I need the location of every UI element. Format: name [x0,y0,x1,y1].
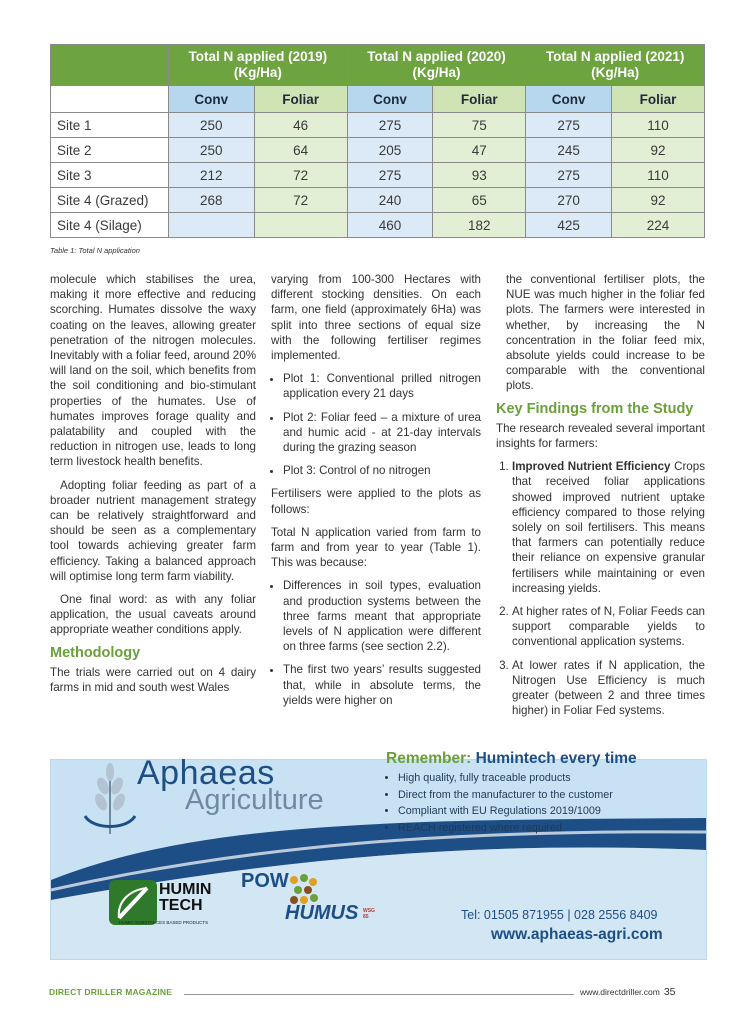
remember-brand: Humintech every time [475,750,637,767]
cell: 182 [433,213,526,238]
list-item [512,604,705,650]
cell: 110 [611,163,704,188]
cell: 72 [254,188,347,213]
table-row [51,213,705,238]
paragraph: The research revealed several important insights for farmers: [496,421,705,451]
header-2020: Total N applied (2020) (Kg/Ha) [347,45,526,86]
page-number: 35 [663,986,676,998]
humintech-logo [109,880,227,925]
findings-list [496,459,705,718]
cell: 212 [169,163,255,188]
sub-header: Conv [347,86,433,113]
list-item [512,459,705,596]
phone-numbers[interactable]: Tel: 01505 871955 | 028 2556 8409 [461,908,658,922]
cell [169,213,255,238]
nitrogen-table [50,44,705,238]
cell: 250 [169,113,255,138]
cell: 72 [254,163,347,188]
cell: 425 [526,213,612,238]
footer-divider [184,994,574,995]
sub-header: Foliar [611,86,704,113]
section-heading-methodology: Methodology [50,644,141,661]
cell [254,213,347,238]
text-column-3 [496,272,705,726]
finding-text: At lower rates if N application, the Nitrogen Use Efficiency is much greater (between 2 and three times higher) in Foliar Fed systems. [512,658,705,718]
cell: 275 [526,113,612,138]
magazine-name: DIRECT DRILLER MAGAZINE [49,987,173,997]
cell: 64 [254,138,347,163]
list-item: • Differences in soil types, evaluation and production systems between the three farms meant that appropriate levels of N application were different on three farms (see section 2.2). [283,578,481,654]
feature-list [386,770,613,836]
sub-header: Foliar [254,86,347,113]
finding-text: At higher rates of N, Foliar Feeds can support comparable yields to conventional application systems. [512,605,705,649]
list-item [512,658,705,719]
text-column-1 [50,272,256,703]
table-row [51,113,705,138]
text-column-2 [271,272,481,716]
cell: 460 [347,213,433,238]
cell: 92 [611,188,704,213]
site-label: Site 4 (Grazed) [51,188,169,213]
finding-title: Improved Nutrient Efficiency [512,460,671,474]
cell: 275 [347,163,433,188]
feature-item: • High quality, fully traceable products [398,770,613,787]
reason-list [271,578,481,708]
site-label: Site 3 [51,163,169,188]
sub-corner [51,86,169,113]
cell: 224 [611,213,704,238]
sub-header: Conv [169,86,255,113]
website-link[interactable]: www.aphaeas-agri.com [491,926,663,943]
cell: 245 [526,138,612,163]
feature-item: • Direct from the manufacturer to the customer [398,787,613,804]
granules-icon [286,872,320,906]
humus-wordmark: HUMUS [285,902,359,924]
cell: 275 [526,163,612,188]
agriculture-logo-text: Agriculture [185,784,324,816]
cell: 275 [347,113,433,138]
humintech-wordmark: HUMIN TECH [159,881,212,914]
wheat-emblem-icon [79,756,141,836]
site-label: Site 1 [51,113,169,138]
paragraph: Total N application varied from farm to farm and from year to year (Table 1). This was because: [271,525,481,570]
humintech-tagline: HUMIC SUBSTANCES BASED PRODUCTS [119,920,209,925]
cell: 110 [611,113,704,138]
sub-header: Conv [526,86,612,113]
sub-header: Foliar [433,86,526,113]
cell: 47 [433,138,526,163]
paragraph: molecule which stabilises the urea, making it more effective and reducing scorching. Humates dissolve the waxy coating on the leaves, allowing greater penetration of the nitrogen molecules. Inevitably with a foliar feed, around 20% will land on the soil, which benefits from the soil conditioning and bio-stimulant properties of the humates. Use of humates improves forage quality and palatability and coupled with the reduction in nitrogen use, leads to long term livestock health benefits. [50,273,256,469]
table-caption: Table 1: Total N application [50,246,140,255]
paragraph: One final word: as with any foliar application, the usual caveats around appropriate weather conditions apply. [50,593,256,637]
cell: 75 [433,113,526,138]
humintech-leaf-icon [109,880,157,925]
paragraph: varying from 100-300 Hectares with different stocking densities. On each farm, one field (approximately 6Ha) was split into three sections of equal size with the following fertiliser regimes implemented. [271,273,481,363]
table-row [51,163,705,188]
paragraph: The trials were carried out on 4 dairy farms in mid and south west Wales [50,665,256,695]
site-label: Site 2 [51,138,169,163]
table-corner [51,45,169,86]
site-label: Site 4 (Silage) [51,213,169,238]
powhumus-logo [241,870,376,925]
cell: 93 [433,163,526,188]
footer-url[interactable]: www.directdriller.com [580,987,660,997]
feature-item: • Compliant with EU Regulations 2019/1009 [398,803,613,820]
cell: 250 [169,138,255,163]
feature-item: • REACH registered where required [398,820,613,837]
list-item: • Plot 3: Control of no nitrogen [283,463,481,478]
advertisement[interactable] [50,750,707,960]
paragraph: Adopting foliar feeding as part of a broader nutrient management strategy can be relatively straightforward and should be seen as a complementary tool towards achieving greater farm efficiency. Taking a balanced approach will optimise long term farm viability. [50,478,256,583]
cell: 268 [169,188,255,213]
cell: 270 [526,188,612,213]
section-heading-key-findings: Key Findings from the Study [496,400,694,417]
table-row [51,188,705,213]
wsg-badge: WSG 85 [363,908,375,920]
cell: 46 [254,113,347,138]
paragraph: Fertilisers were applied to the plots as follows: [271,487,481,516]
aphaeas-logo: Aphaeas [137,754,275,792]
paragraph: the conventional fertiliser plots, the NUE was much higher in the foliar fed plots. The farmers were interested in whether, by increasing the N concentration in the foliar feed mix, absolute yields could increase to be comparable with the conventional plots. [506,273,705,393]
remember-title [386,750,637,768]
list-item: • The first two years’ results suggested that, while in absolute terms, the yields were higher on [283,662,481,708]
plot-list [271,371,481,478]
table-row [51,138,705,163]
cell: 92 [611,138,704,163]
header-2019: Total N applied (2019) (Kg/Ha) [169,45,348,86]
finding-text: Crops that received foliar applications showed improved nutrient uptake efficiency compared to those relying solely on soil fertilisers. This means that farmers can potentially reduce their reliance on expensive granular fertilisers while maintaining or even increasing yields. [512,460,705,595]
header-2021: Total N applied (2021) (Kg/Ha) [526,45,705,86]
remember-label: Remember: [386,750,472,767]
cell: 65 [433,188,526,213]
list-item: • Plot 2: Foliar feed – a mixture of urea and humic acid - at 21-day intervals during the grazing season [283,410,481,456]
footer-right [580,986,676,998]
list-item: • Plot 1: Conventional prilled nitrogen application every 21 days [283,371,481,401]
cell: 240 [347,188,433,213]
cell: 205 [347,138,433,163]
pow-wordmark: POW [241,870,289,892]
